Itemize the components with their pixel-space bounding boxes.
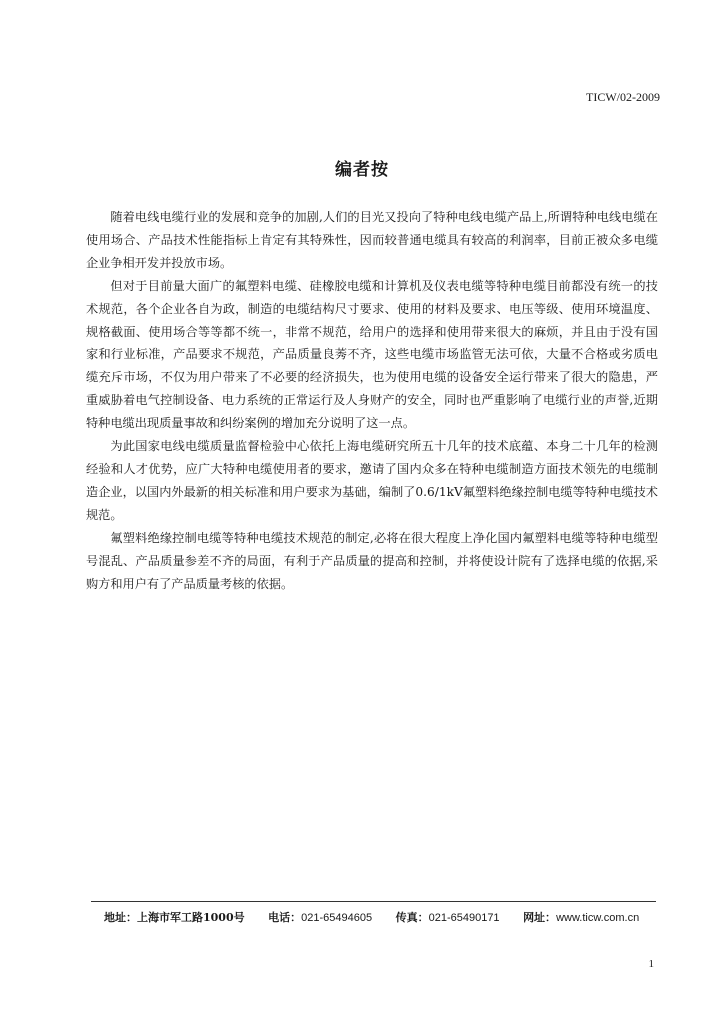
phone-value: 021-65494605 bbox=[301, 912, 373, 924]
footer-divider bbox=[91, 901, 656, 902]
body-text bbox=[86, 206, 658, 595]
footer-website bbox=[523, 911, 639, 924]
document-code: TICW/02-2009 bbox=[586, 90, 660, 104]
page-title: 编者按 bbox=[335, 160, 389, 180]
paragraph-1: 随着电线电缆行业的发展和竞争的加剧,人们的目光又投向了特种电线电缆产品上,所谓特种电线电缆在使用场合、产品技术性能指标上肯定有其特殊性，因而较普通电缆具有较高的利润率，目前正被众多电缆企业争相开发并投放市场。 bbox=[86, 210, 658, 270]
footer-address bbox=[104, 911, 245, 924]
address-value: 上海市军工路1000号 bbox=[137, 911, 245, 924]
page-number: 1 bbox=[648, 958, 654, 970]
fax-value: 021-65490171 bbox=[428, 912, 500, 924]
phone-label: 电话： bbox=[268, 911, 302, 924]
fax-label: 传真： bbox=[395, 911, 429, 924]
web-value: www.ticw.com.cn bbox=[556, 912, 640, 924]
web-label: 网址： bbox=[523, 911, 557, 924]
footer-contact bbox=[104, 909, 659, 925]
paragraph-4: 氟塑料绝缘控制电缆等特种电缆技术规范的制定,必将在很大程度上净化国内氟塑料电缆等特种电缆型号混乱、产品质量参差不齐的局面，有利于产品质量的提高和控制，并将使设计院有了选择电缆的依据,采购方和用户有了产品质量考核的依据。 bbox=[86, 530, 658, 591]
address-label: 地址： bbox=[104, 911, 137, 924]
paragraph-3: 为此国家电线电缆质量监督检验中心依托上海电缆研究所五十几年的技术底蕴、本身二十几年的检测经验和人才优势，应广大特种电缆使用者的要求，邀请了国内众多在特种电缆制造方面技术领先的电缆制造企业，以国内外最新的相关标准和用户要求为基础，编制了0.6/1kV氟塑料绝缘控制电缆等特种电缆技术规范。 bbox=[86, 439, 658, 522]
paragraph-2: 但对于目前量大面广的氟塑料电缆、硅橡胶电缆和计算机及仪表电缆等特种电缆目前都没有统一的技术规范，各个企业各自为政，制造的电缆结构尺寸要求、使用的材料及要求、电压等级、使用环境温度、规格截面、使用场合等等都不统一，非常不规范，给用户的选择和使用带来很大的麻烦，并且由于没有国家和行业标准，产品要求不规范，产品质量良莠不齐，这些电缆市场监管无法可依，大量不合格或劣质电缆充斥市场，不仅为用户带来了不必要的经济损失，也为使用电缆的设备安全运行带来了很大的隐患，严重威胁着电气控制设备、电力系统的正常运行及人身财产的安全，同时也严重影响了电缆行业的声誉,近期特种电缆出现质量事故和纠纷案例的增加充分说明了这一点。 bbox=[86, 278, 658, 431]
footer-phone bbox=[268, 911, 372, 924]
footer-fax bbox=[396, 911, 500, 924]
